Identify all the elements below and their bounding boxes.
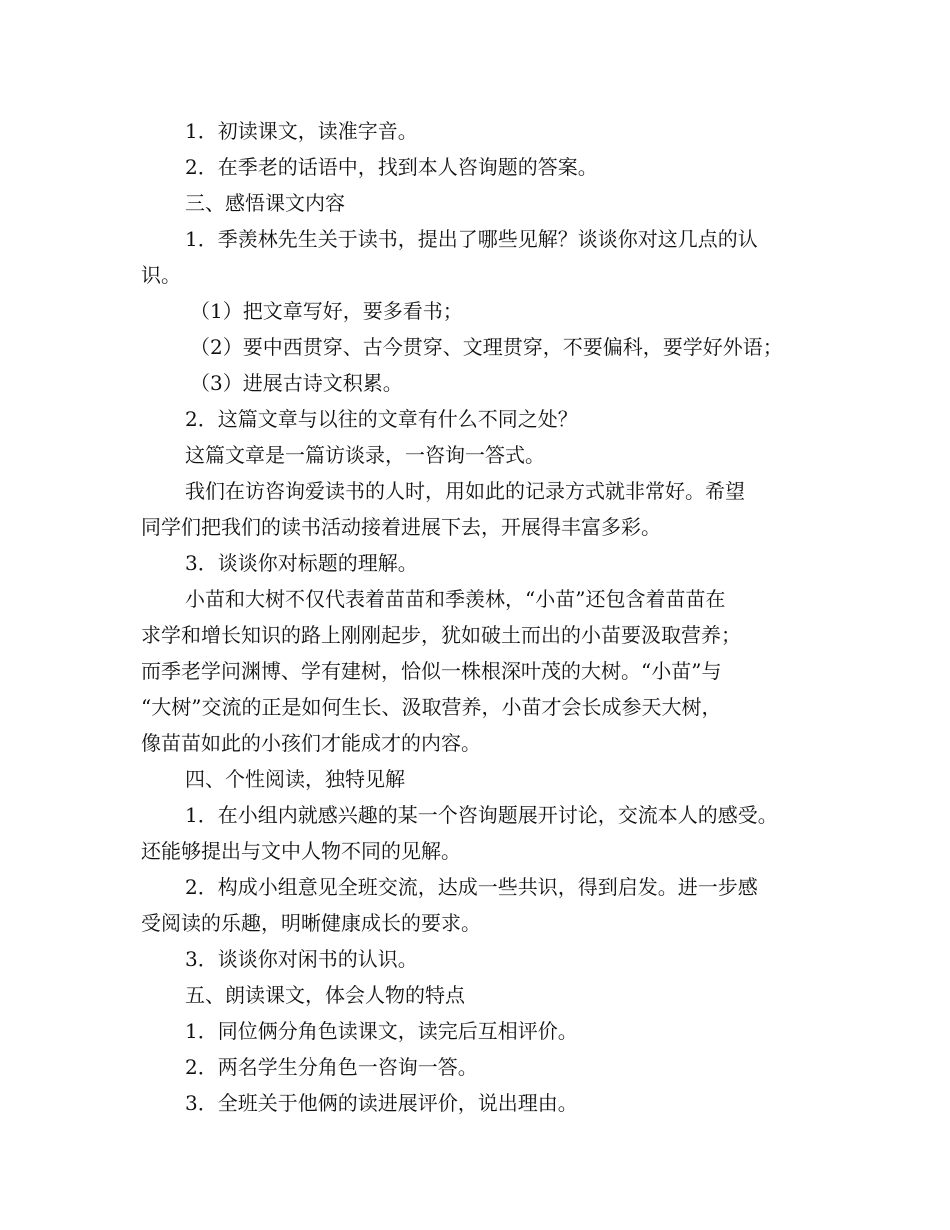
paragraph-line: 我们在访咨询爱读书的人时，用如此的记录方式就非常好。希望 [185, 479, 745, 503]
paragraph-line: 求学和增长知识的路上刚刚起步，犹如破土而出的小苗要汲取营养； [141, 623, 741, 647]
paragraph-line: 受阅读的乐趣，明晰健康成长的要求。 [141, 911, 481, 935]
paragraph-line: 2．两名学生分角色一咨询一答。 [185, 1055, 478, 1079]
question-2: 2．这篇文章与以往的文章有什么不同之处？ [185, 407, 578, 431]
point-2: （2）要中西贯穿、古今贯穿、文理贯穿，不要偏科，要学好外语； [190, 335, 783, 359]
paragraph-line: 小苗和大树不仅代表着苗苗和季羡林，“小苗”还包含着苗苗在 [185, 587, 726, 611]
paragraph-line: 还能够提出与文中人物不同的见解。 [141, 839, 461, 863]
paragraph-line: 2．构成小组意见全班交流，达成一些共识，得到启发。进一步感 [185, 875, 758, 899]
point-1: （1）把文章写好，要多看书； [190, 299, 463, 323]
paragraph-line: 3．全班关于他俩的读进展评价，说出理由。 [185, 1091, 578, 1115]
point-3: （3）进展古诗文积累。 [190, 371, 403, 395]
step-read-text: 1．初读课文，读准字音。 [185, 119, 418, 143]
question-1-line-2: 识。 [141, 263, 181, 287]
paragraph-line: 3．谈谈你对闲书的认识。 [185, 947, 418, 971]
question-1-line-1: 1．季羡林先生关于读书，提出了哪些见解？谈谈你对这几点的认 [185, 227, 758, 251]
paragraph-line: 像苗苗如此的小孩们才能成才的内容。 [141, 731, 481, 755]
paragraph-line: 1．同位俩分角色读课文，读完后互相评价。 [185, 1019, 578, 1043]
section-heading-3: 三、感悟课文内容 [185, 191, 345, 215]
paragraph-line: 1．在小组内就感兴趣的某一个咨询题展开讨论，交流本人的感受。 [185, 803, 778, 827]
paragraph-line: 而季老学问渊博、学有建树，恰似一株根深叶茂的大树。“小苗”与 [141, 659, 722, 683]
answer-2: 这篇文章是一篇访谈录，一咨询一答式。 [185, 443, 545, 467]
paragraph-line: “大树”交流的正是如何生长、汲取营养，小苗才会长成参天大树， [141, 695, 722, 719]
question-3: 3．谈谈你对标题的理解。 [185, 551, 418, 575]
section-heading-5: 五、朗读课文，体会人物的特点 [185, 983, 465, 1007]
section-heading-4: 四、个性阅读，独特见解 [185, 767, 405, 791]
step-find-answers: 2．在季老的话语中，找到本人咨询题的答案。 [185, 155, 598, 179]
paragraph-line: 同学们把我们的读书活动接着进展下去，开展得丰富多彩。 [141, 515, 661, 539]
